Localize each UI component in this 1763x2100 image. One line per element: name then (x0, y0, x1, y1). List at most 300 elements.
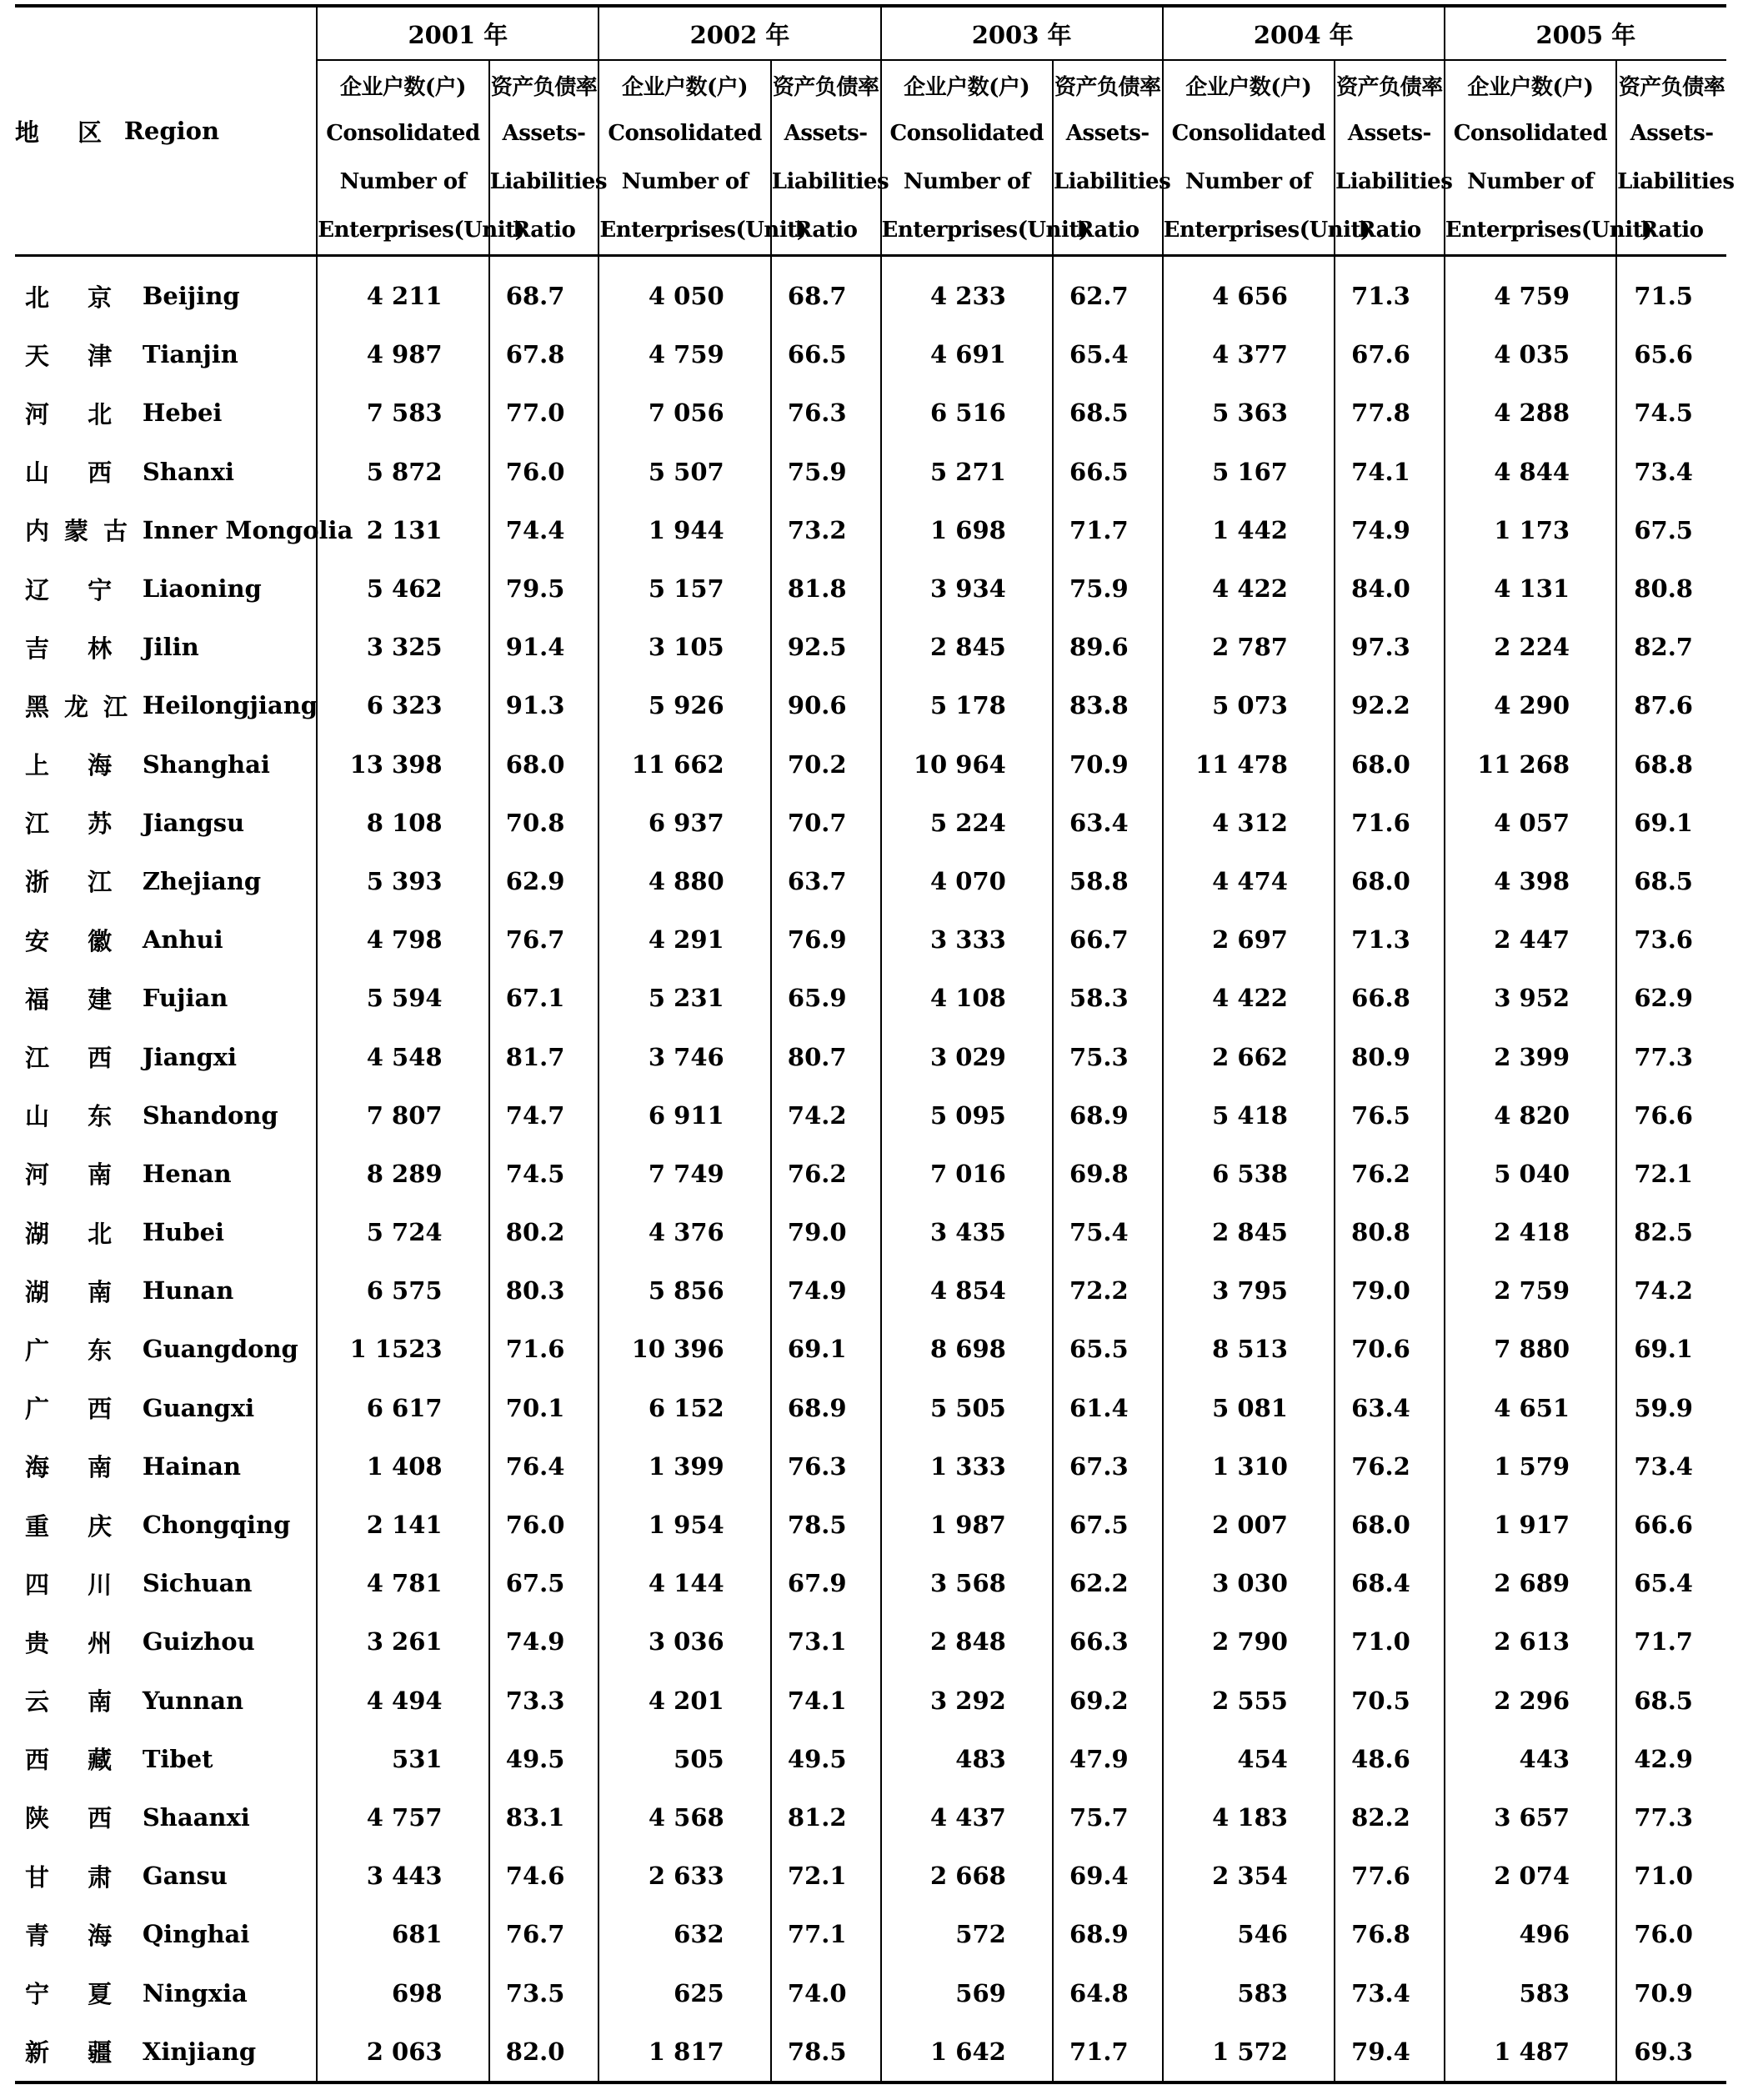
enterprises-cell: 632 (599, 1905, 770, 1963)
enterprises-cell: 2 399 (1445, 1027, 1616, 1085)
region-en-cell: Jilin (142, 633, 199, 662)
ratio-cell: 67.3 (1053, 1437, 1163, 1496)
ratio-cell: 68.9 (1053, 1905, 1163, 1963)
enterprises-en-header: Enterprises(Unit) (317, 206, 488, 256)
region-en-header: Region (124, 6, 317, 256)
enterprises-cell: 7 880 (1445, 1320, 1616, 1378)
table-row (15, 1554, 1726, 1612)
ratio-cell: 71.5 (1616, 256, 1726, 326)
ratio-en-header: Ratio (1335, 206, 1445, 256)
ratio-cell: 68.4 (1335, 1554, 1445, 1612)
ratio-cell: 76.0 (489, 443, 599, 501)
ratio-cell: 80.8 (1335, 1203, 1445, 1261)
ratio-cell: 82.0 (489, 2022, 599, 2082)
ratio-cn-header: 资产负债率 (489, 60, 599, 109)
year-header-2003: 2003 年 (881, 6, 1163, 60)
enterprises-cell: 2 354 (1163, 1847, 1335, 1905)
enterprises-cn-header: 企业户数(户) (1445, 60, 1616, 109)
enterprises-cell: 1 917 (1445, 1496, 1616, 1554)
ratio-cell: 76.0 (489, 1496, 599, 1554)
ratio-cell: 71.6 (1335, 794, 1445, 852)
enterprises-cell: 4 422 (1163, 969, 1335, 1027)
ratio-cell: 66.3 (1053, 1612, 1163, 1671)
enterprises-cell: 1 954 (599, 1496, 770, 1554)
enterprises-cell: 2 555 (1163, 1671, 1335, 1730)
enterprises-cell: 6 617 (317, 1379, 488, 1437)
enterprises-cell: 4 183 (1163, 1788, 1335, 1847)
enterprises-cell: 1 642 (881, 2022, 1053, 2082)
enterprises-cell: 6 516 (881, 383, 1053, 442)
enterprises-cell: 2 759 (1445, 1261, 1616, 1320)
enterprises-cell: 10 964 (881, 735, 1053, 794)
enterprises-cell: 3 795 (1163, 1261, 1335, 1320)
ratio-cell: 67.8 (489, 325, 599, 383)
ratio-cell: 75.9 (771, 443, 881, 501)
ratio-cell: 69.8 (1053, 1145, 1163, 1203)
enterprises-cell: 6 323 (317, 676, 488, 734)
ratio-en-header: Ratio (1053, 206, 1163, 256)
year-header-2005: 2005 年 (1445, 6, 1726, 60)
enterprises-cell: 4 548 (317, 1027, 488, 1085)
region-cn-cell: 广 东 (25, 1336, 128, 1365)
ratio-cell: 92.5 (771, 618, 881, 676)
enterprises-en-header: Number of (317, 158, 488, 206)
ratio-cell: 73.4 (1616, 1437, 1726, 1496)
enterprises-cell: 4 377 (1163, 325, 1335, 383)
ratio-cell: 69.4 (1053, 1847, 1163, 1905)
table-row (15, 443, 1726, 501)
ratio-cell: 91.4 (489, 618, 599, 676)
enterprises-cell: 4 035 (1445, 325, 1616, 383)
enterprises-cell: 4 759 (1445, 256, 1616, 326)
enterprises-cell: 4 759 (599, 325, 770, 383)
enterprises-cell: 531 (317, 1730, 488, 1788)
enterprises-cell: 4 422 (1163, 559, 1335, 618)
ratio-cell: 75.3 (1053, 1027, 1163, 1085)
region-cn-cell: 西 藏 (25, 1746, 128, 1775)
ratio-cell: 73.2 (771, 501, 881, 559)
ratio-cell: 84.0 (1335, 559, 1445, 618)
region-en-cell: Inner Mongolia (142, 515, 353, 544)
ratio-cell: 65.6 (1616, 325, 1726, 383)
enterprises-cell: 2 418 (1445, 1203, 1616, 1261)
table-row (15, 1145, 1726, 1203)
ratio-cell: 67.9 (771, 1554, 881, 1612)
ratio-cell: 65.4 (1053, 325, 1163, 383)
ratio-cell: 68.8 (1616, 735, 1726, 794)
ratio-cell: 75.9 (1053, 559, 1163, 618)
ratio-cell: 74.9 (489, 1612, 599, 1671)
enterprises-cell: 4 057 (1445, 794, 1616, 852)
table-row (15, 1320, 1726, 1378)
ratio-cell: 70.9 (1616, 1963, 1726, 2022)
ratio-cell: 68.9 (771, 1379, 881, 1437)
ratio-en-header: Liabilities (771, 158, 881, 206)
ratio-cell: 68.7 (771, 256, 881, 326)
ratio-en-header: Liabilities (1053, 158, 1163, 206)
enterprises-cell: 5 505 (881, 1379, 1053, 1437)
enterprises-cell: 5 157 (599, 559, 770, 618)
ratio-cell: 76.7 (489, 1905, 599, 1963)
enterprises-cell: 6 152 (599, 1379, 770, 1437)
ratio-cell: 73.4 (1616, 443, 1726, 501)
ratio-cell: 74.1 (1335, 443, 1445, 501)
region-cn-header: 地 区 (15, 6, 124, 256)
enterprises-cell: 1 698 (881, 501, 1053, 559)
enterprises-cell: 4 844 (1445, 443, 1616, 501)
enterprises-cell: 496 (1445, 1905, 1616, 1963)
enterprises-cell: 7 807 (317, 1086, 488, 1145)
region-cn-cell: 山 东 (25, 1102, 128, 1131)
region-en-cell: Fujian (142, 984, 228, 1013)
enterprises-cell: 3 443 (317, 1847, 488, 1905)
ratio-cell: 90.6 (771, 676, 881, 734)
ratio-cell: 82.5 (1616, 1203, 1726, 1261)
region-en-cell: Liaoning (142, 574, 262, 604)
ratio-cell: 79.5 (489, 559, 599, 618)
enterprises-cell: 3 030 (1163, 1554, 1335, 1612)
region-cn-cell: 湖 北 (25, 1219, 128, 1248)
enterprises-cell: 3 261 (317, 1612, 488, 1671)
enterprises-cell: 1 944 (599, 501, 770, 559)
ratio-cell: 78.5 (771, 2022, 881, 2082)
enterprises-cell: 2 131 (317, 501, 488, 559)
table-row (15, 256, 1726, 326)
table-row (15, 618, 1726, 676)
ratio-cell: 72.1 (1616, 1145, 1726, 1203)
region-en-cell: Shandong (142, 1100, 278, 1130)
enterprises-cell: 4 398 (1445, 852, 1616, 910)
enterprises-cell: 2 787 (1163, 618, 1335, 676)
table-row (15, 325, 1726, 383)
ratio-cell: 68.0 (489, 735, 599, 794)
enterprises-cell: 5 594 (317, 969, 488, 1027)
region-cn-cell: 北 京 (25, 283, 128, 312)
ratio-cell: 77.6 (1335, 1847, 1445, 1905)
enterprises-cell: 3 657 (1445, 1788, 1616, 1847)
ratio-cell: 81.7 (489, 1027, 599, 1085)
enterprises-cell: 4 854 (881, 1261, 1053, 1320)
enterprises-cell: 5 418 (1163, 1086, 1335, 1145)
enterprises-cell: 2 141 (317, 1496, 488, 1554)
ratio-cell: 63.4 (1335, 1379, 1445, 1437)
ratio-cell: 71.0 (1335, 1612, 1445, 1671)
enterprises-cell: 8 289 (317, 1145, 488, 1203)
table-row (15, 1963, 1726, 2022)
table-row (15, 1261, 1726, 1320)
enterprises-en-header: Number of (1445, 158, 1616, 206)
enterprises-cell: 5 224 (881, 794, 1053, 852)
enterprises-en-header: Consolidated (1445, 109, 1616, 158)
enterprises-en-header: Consolidated (1163, 109, 1335, 158)
enterprises-cell: 4 131 (1445, 559, 1616, 618)
ratio-cell: 69.2 (1053, 1671, 1163, 1730)
region-en-cell: Chongqing (142, 1511, 291, 1540)
ratio-cell: 74.2 (1616, 1261, 1726, 1320)
ratio-cell: 65.9 (771, 969, 881, 1027)
table-row (15, 735, 1726, 794)
region-cn-cell: 浙 江 (25, 868, 128, 897)
enterprises-cell: 5 271 (881, 443, 1053, 501)
region-cn-cell: 河 南 (25, 1160, 128, 1190)
ratio-cell: 70.8 (489, 794, 599, 852)
ratio-cell: 76.5 (1335, 1086, 1445, 1145)
enterprises-cell: 5 073 (1163, 676, 1335, 734)
ratio-en-header: Liabilities (1335, 158, 1445, 206)
region-cn-cell: 贵 州 (25, 1628, 128, 1657)
region-en-cell: Henan (142, 1159, 232, 1188)
region-en-cell: Guizhou (142, 1627, 255, 1656)
ratio-cell: 76.2 (1335, 1145, 1445, 1203)
ratio-cell: 67.5 (489, 1554, 599, 1612)
ratio-cell: 66.7 (1053, 910, 1163, 969)
ratio-en-header: Assets- (771, 109, 881, 158)
table-row (15, 1027, 1726, 1085)
ratio-cell: 73.1 (771, 1612, 881, 1671)
ratio-cell: 73.3 (489, 1671, 599, 1730)
enterprises-cn-header: 企业户数(户) (599, 60, 770, 109)
year-header-2001: 2001 年 (317, 6, 599, 60)
table-row (15, 852, 1726, 910)
enterprises-en-header: Enterprises(Unit) (599, 206, 770, 256)
ratio-en-header: Assets- (1053, 109, 1163, 158)
ratio-cell: 72.2 (1053, 1261, 1163, 1320)
table-row (15, 1671, 1726, 1730)
ratio-cell: 74.6 (489, 1847, 599, 1905)
table-row (15, 969, 1726, 1027)
enterprises-cell: 2 074 (1445, 1847, 1616, 1905)
ratio-cell: 68.5 (1616, 852, 1726, 910)
ratio-cell: 83.1 (489, 1788, 599, 1847)
region-cn-cell: 湖 南 (25, 1277, 128, 1306)
enterprises-cell: 6 911 (599, 1086, 770, 1145)
region-en-cell: Guangxi (142, 1393, 255, 1422)
ratio-cell: 74.5 (1616, 383, 1726, 442)
enterprises-cell: 11 662 (599, 735, 770, 794)
region-cn-cell: 广 西 (25, 1395, 128, 1424)
enterprises-cell: 5 724 (317, 1203, 488, 1261)
enterprises-cell: 2 063 (317, 2022, 488, 2082)
region-en-cell: Ningxia (142, 1978, 248, 2007)
ratio-cell: 70.1 (489, 1379, 599, 1437)
table-row (15, 1379, 1726, 1437)
region-cn-cell: 山 西 (25, 459, 128, 488)
enterprises-cell: 4 757 (317, 1788, 488, 1847)
table-header (15, 6, 1735, 256)
enterprises-cell: 2 662 (1163, 1027, 1335, 1085)
enterprises-cell: 8 698 (881, 1320, 1053, 1378)
ratio-cell: 68.0 (1335, 735, 1445, 794)
ratio-cell: 77.3 (1616, 1788, 1726, 1847)
enterprises-cell: 2 613 (1445, 1612, 1616, 1671)
region-en-cell: Zhejiang (142, 866, 262, 895)
region-en-cell: Sichuan (142, 1569, 253, 1598)
ratio-cell: 73.5 (489, 1963, 599, 2022)
enterprises-cell: 5 178 (881, 676, 1053, 734)
enterprises-cell: 5 872 (317, 443, 488, 501)
year-header-2004: 2004 年 (1163, 6, 1445, 60)
region-en-cell: Tibet (142, 1744, 213, 1773)
region-cn-cell: 新 疆 (15, 2022, 124, 2082)
region-cn-cell: 福 建 (25, 985, 128, 1014)
enterprises-cell: 10 396 (599, 1320, 770, 1378)
region-cn-cell: 云 南 (25, 1687, 128, 1717)
ratio-cell: 80.3 (489, 1261, 599, 1320)
enterprises-cell: 7 016 (881, 1145, 1053, 1203)
enterprises-cell: 3 952 (1445, 969, 1616, 1027)
ratio-cell: 70.2 (771, 735, 881, 794)
ratio-cell: 76.8 (1335, 1905, 1445, 1963)
enterprises-cell: 3 435 (881, 1203, 1053, 1261)
ratio-cell: 65.5 (1053, 1320, 1163, 1378)
ratio-cell: 74.2 (771, 1086, 881, 1145)
region-en-cell: Guangdong (142, 1335, 298, 1364)
ratio-cell: 47.9 (1053, 1730, 1163, 1788)
enterprises-cell: 4 211 (317, 256, 488, 326)
ratio-cell: 48.6 (1335, 1730, 1445, 1788)
ratio-cell: 61.4 (1053, 1379, 1163, 1437)
ratio-cell: 74.0 (771, 1963, 881, 2022)
ratio-cell: 59.9 (1616, 1379, 1726, 1437)
enterprises-en-header: Consolidated (881, 109, 1053, 158)
ratio-cell: 74.7 (489, 1086, 599, 1145)
ratio-cell: 49.5 (489, 1730, 599, 1788)
ratio-cell: 68.5 (1616, 1671, 1726, 1730)
enterprises-cell: 4 312 (1163, 794, 1335, 852)
region-en-cell: Hunan (142, 1276, 234, 1306)
statistics-table (15, 4, 1735, 2084)
ratio-cell: 67.1 (489, 969, 599, 1027)
enterprises-cell: 3 325 (317, 618, 488, 676)
region-cn-cell: 海 南 (25, 1453, 128, 1482)
enterprises-cell: 5 167 (1163, 443, 1335, 501)
enterprises-cell: 7 056 (599, 383, 770, 442)
ratio-cell: 68.5 (1053, 383, 1163, 442)
enterprises-cell: 1 817 (599, 2022, 770, 2082)
ratio-cell: 68.0 (1335, 852, 1445, 910)
ratio-cell: 76.6 (1616, 1086, 1726, 1145)
enterprises-cell: 698 (317, 1963, 488, 2022)
region-en-cell: Shanghai (142, 749, 270, 779)
enterprises-cell: 2 848 (881, 1612, 1053, 1671)
enterprises-cell: 5 507 (599, 443, 770, 501)
table-row (15, 559, 1726, 618)
ratio-cell: 79.0 (1335, 1261, 1445, 1320)
enterprises-cell: 3 029 (881, 1027, 1053, 1085)
region-cn-cell: 黑龙江 (25, 692, 143, 721)
enterprises-cell: 4 376 (599, 1203, 770, 1261)
enterprises-cell: 4 798 (317, 910, 488, 969)
region-en-cell: Xinjiang (124, 2022, 317, 2082)
ratio-cell: 69.1 (1616, 1320, 1726, 1378)
enterprises-cell: 2 296 (1445, 1671, 1616, 1730)
region-en-cell: Heilongjiang (142, 691, 318, 720)
enterprises-cell: 6 575 (317, 1261, 488, 1320)
enterprises-cell: 5 040 (1445, 1145, 1616, 1203)
ratio-cell: 71.3 (1335, 256, 1445, 326)
enterprises-cell: 546 (1163, 1905, 1335, 1963)
enterprises-cell: 4 656 (1163, 256, 1335, 326)
enterprises-cell: 11 268 (1445, 735, 1616, 794)
enterprises-cell: 4 691 (881, 325, 1053, 383)
enterprises-cell: 3 746 (599, 1027, 770, 1085)
ratio-cell: 58.3 (1053, 969, 1163, 1027)
region-en-cell: Hebei (142, 398, 223, 428)
enterprises-cell: 1 408 (317, 1437, 488, 1496)
enterprises-cell: 8 108 (317, 794, 488, 852)
enterprises-cell: 4 474 (1163, 852, 1335, 910)
table-row (15, 1437, 1726, 1496)
ratio-cell: 82.2 (1335, 1788, 1445, 1847)
enterprises-cell: 4 987 (317, 325, 488, 383)
ratio-cell: 49.5 (771, 1730, 881, 1788)
ratio-cell: 76.7 (489, 910, 599, 969)
ratio-cell: 79.4 (1335, 2022, 1445, 2082)
ratio-cell: 62.9 (489, 852, 599, 910)
ratio-cell: 71.0 (1616, 1847, 1726, 1905)
enterprises-cell: 4 568 (599, 1788, 770, 1847)
table-row (15, 1496, 1726, 1554)
ratio-cell: 74.9 (771, 1261, 881, 1320)
year-header-2002: 2002 年 (599, 6, 880, 60)
enterprises-cell: 2 633 (599, 1847, 770, 1905)
ratio-cell: 71.7 (1616, 1612, 1726, 1671)
ratio-cell: 64.8 (1053, 1963, 1163, 2022)
ratio-cell: 67.5 (1616, 501, 1726, 559)
ratio-cell: 62.7 (1053, 256, 1163, 326)
table-row (15, 910, 1726, 969)
enterprises-cell: 4 070 (881, 852, 1053, 910)
table-row (15, 2022, 1726, 2082)
ratio-cell: 75.4 (1053, 1203, 1163, 1261)
enterprises-cell: 1 1523 (317, 1320, 488, 1378)
ratio-cell: 74.4 (489, 501, 599, 559)
region-en-cell: Yunnan (142, 1686, 244, 1715)
ratio-cell: 82.7 (1616, 618, 1726, 676)
enterprises-cell: 5 095 (881, 1086, 1053, 1145)
table-body (15, 256, 1726, 2082)
region-cn-cell: 安 徽 (25, 926, 128, 955)
enterprises-cell: 625 (599, 1963, 770, 2022)
ratio-en-header: Liabilities (489, 158, 599, 206)
ratio-cell: 97.3 (1335, 618, 1445, 676)
enterprises-cell: 4 820 (1445, 1086, 1616, 1145)
ratio-en-header: Ratio (489, 206, 599, 256)
ratio-cell: 70.6 (1335, 1320, 1445, 1378)
ratio-cell: 80.2 (489, 1203, 599, 1261)
enterprises-cell: 4 288 (1445, 383, 1616, 442)
enterprises-cell: 4 050 (599, 256, 770, 326)
enterprises-cn-header: 企业户数(户) (881, 60, 1053, 109)
table-row (15, 1788, 1726, 1847)
ratio-cell: 69.1 (1616, 794, 1726, 852)
region-cn-cell: 四 川 (25, 1570, 128, 1599)
ratio-cell: 58.8 (1053, 852, 1163, 910)
enterprises-cell: 1 572 (1163, 2022, 1335, 2082)
enterprises-cell: 4 144 (599, 1554, 770, 1612)
ratio-cell: 81.8 (771, 559, 881, 618)
table-row (15, 501, 1726, 559)
enterprises-en-header: Number of (599, 158, 770, 206)
enterprises-cell: 7 749 (599, 1145, 770, 1203)
region-en-cell: Jiangsu (142, 808, 245, 837)
ratio-cell: 74.5 (489, 1145, 599, 1203)
ratio-cell: 70.5 (1335, 1671, 1445, 1730)
enterprises-cell: 1 487 (1445, 2022, 1616, 2082)
enterprises-cell: 2 447 (1445, 910, 1616, 969)
ratio-cell: 76.2 (1335, 1437, 1445, 1496)
table-row (15, 794, 1726, 852)
